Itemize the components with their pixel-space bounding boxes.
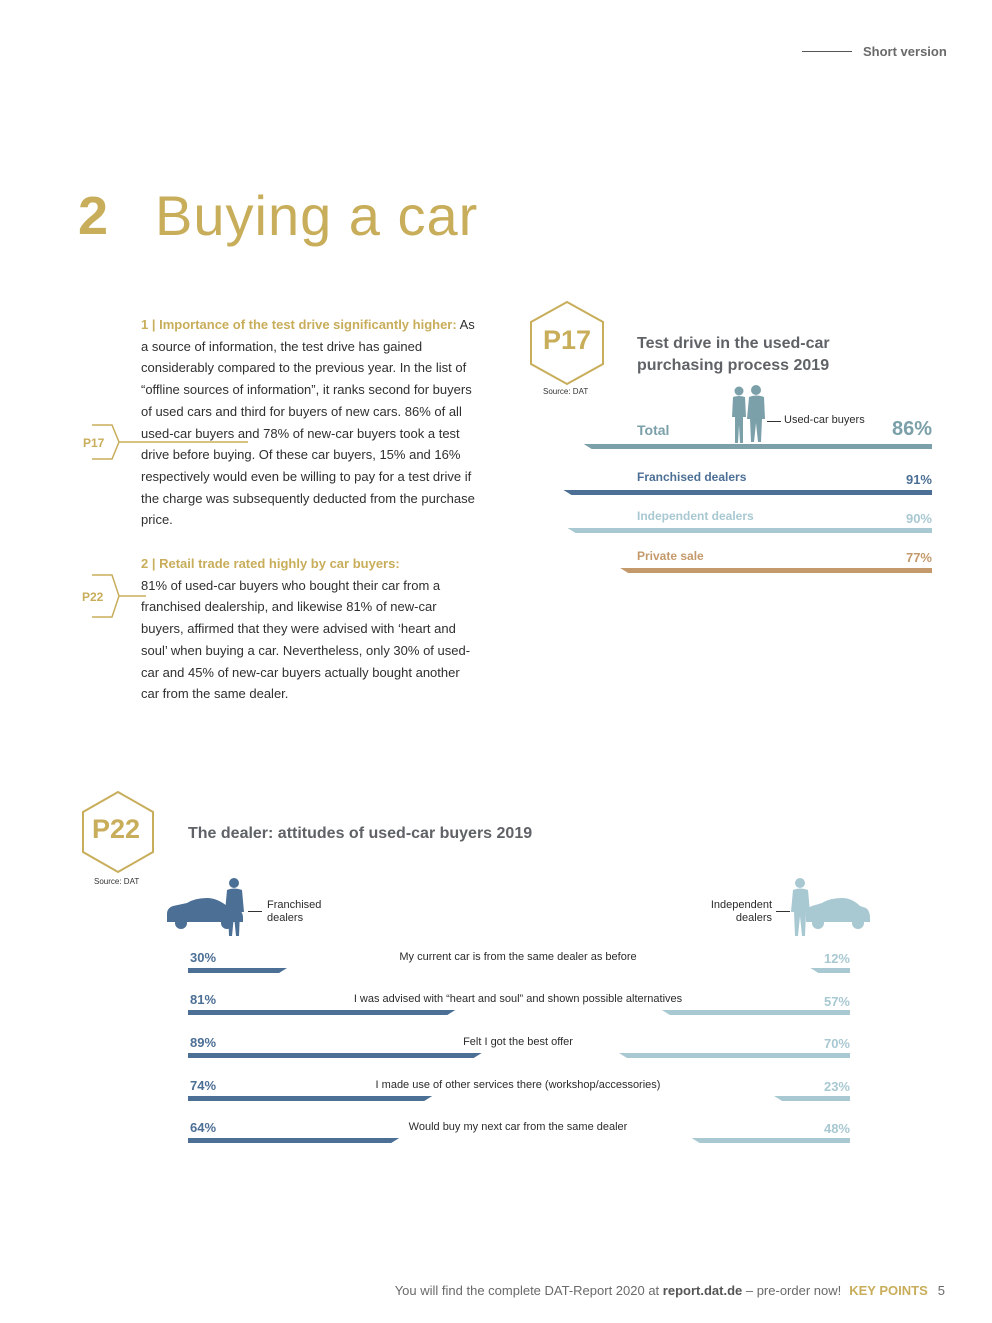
statement-label: Would buy my next car from the same dealer: [408, 1121, 628, 1133]
source-label-p22: Source: DAT: [94, 877, 140, 886]
statement-label: Felt I got the best offer: [463, 1036, 573, 1048]
independent-value-label: 48%: [823, 1121, 850, 1136]
franchised-bar: [188, 1096, 432, 1101]
statement-label: I was advised with “heart and soul” and shown possible alternatives: [353, 993, 683, 1005]
franchised-bar: [188, 1138, 399, 1143]
chart-title-line: purchasing process 2019: [637, 357, 830, 374]
ref-tag-p22: P22: [82, 590, 104, 604]
independent-bar: [810, 968, 850, 973]
section-number: 2: [78, 186, 109, 246]
p17-category-label: Total: [637, 422, 670, 438]
statement-label: My current car is from the same dealer as before: [399, 951, 637, 963]
badge-label-p22: P22: [92, 814, 141, 844]
source-label-p17: Source: DAT: [543, 387, 589, 396]
independent-value-label: 12%: [823, 951, 850, 966]
legend-line: Franchised: [267, 899, 322, 911]
independent-bar: [774, 1096, 850, 1101]
franchised-bar: [188, 1010, 455, 1015]
independent-value-label: 70%: [823, 1036, 850, 1051]
paragraph-body: 81% of used-car buyers who bought their car from a franchised dealership, and likewise 81% of new-car buyers, affirmed that they were advised with ‘heart and soul’ when buying a car. Nevertheless, only 30% of used-car and 45% of new-car buyers actually bought another car from the same dealer.: [141, 577, 471, 702]
footer: [395, 1283, 945, 1298]
statement-label: I made use of other services there (workshop/accessories): [375, 1079, 661, 1091]
independent-value-label: 23%: [823, 1079, 850, 1094]
p17-category-label: Independent dealers: [637, 509, 754, 523]
legend-line: Independent: [710, 899, 772, 911]
p17-value-label: 77%: [905, 550, 932, 565]
franchised-value-label: 81%: [190, 992, 217, 1007]
icon-label-used-car-buyers: Used-car buyers: [784, 414, 865, 426]
page-number: 5: [937, 1283, 945, 1298]
paragraph-lead: 1 | Importance of the test drive significantly higher:: [141, 317, 457, 332]
legend-line: dealers: [735, 912, 772, 924]
p17-value-label: 90%: [905, 511, 932, 526]
footer-link[interactable]: report.dat.de: [662, 1283, 743, 1298]
legend-line: dealers: [267, 912, 304, 924]
chart-title-p22: The dealer: attitudes of used-car buyers 2019: [188, 825, 533, 842]
p17-value-label: 91%: [905, 472, 932, 487]
chart-title-line: Test drive in the used-car: [637, 335, 830, 352]
independent-bar: [662, 1010, 850, 1015]
franchised-value-label: 64%: [190, 1120, 217, 1135]
ref-tag-p17: P17: [83, 436, 105, 450]
franchised-bar: [188, 1053, 482, 1058]
franchised-value-label: 30%: [190, 950, 217, 965]
p17-value-label: 86%: [891, 418, 932, 440]
independent-bar: [619, 1053, 850, 1058]
p17-category-label: Franchised dealers: [637, 470, 747, 484]
footer-text: You will find the complete DAT-Report 2020 at: [394, 1283, 663, 1298]
section-title: Buying a car: [155, 184, 479, 247]
independent-bar: [692, 1138, 850, 1143]
paragraph-body: As a source of information, the test drive has gained considerably compared to the previous year. In the list of “offline sources of information”, it ranks second for buyers of used cars and third for buyers of new cars. 86% of all used-car buyers and 78% of new-car buyers took a test drive before buying. Of these car buyers, 15% and 16% respectively would even be willing to pay for a test drive if the charge was subsequently deducted from the purchase price.: [141, 317, 475, 528]
badge-label-p17: P17: [543, 325, 592, 355]
independent-value-label: 57%: [823, 994, 850, 1009]
franchised-value-label: 74%: [190, 1078, 217, 1093]
paragraph-lead: 2 | Retail trade rated highly by car buyers:: [141, 556, 400, 571]
footer-text: – pre-order now!: [742, 1283, 842, 1298]
p17-category-label: Private sale: [637, 549, 704, 563]
franchised-value-label: 89%: [190, 1035, 217, 1050]
footer-key-points: KEY POINTS: [849, 1283, 928, 1298]
franchised-bar: [188, 968, 287, 973]
header-label: Short version: [863, 44, 947, 59]
